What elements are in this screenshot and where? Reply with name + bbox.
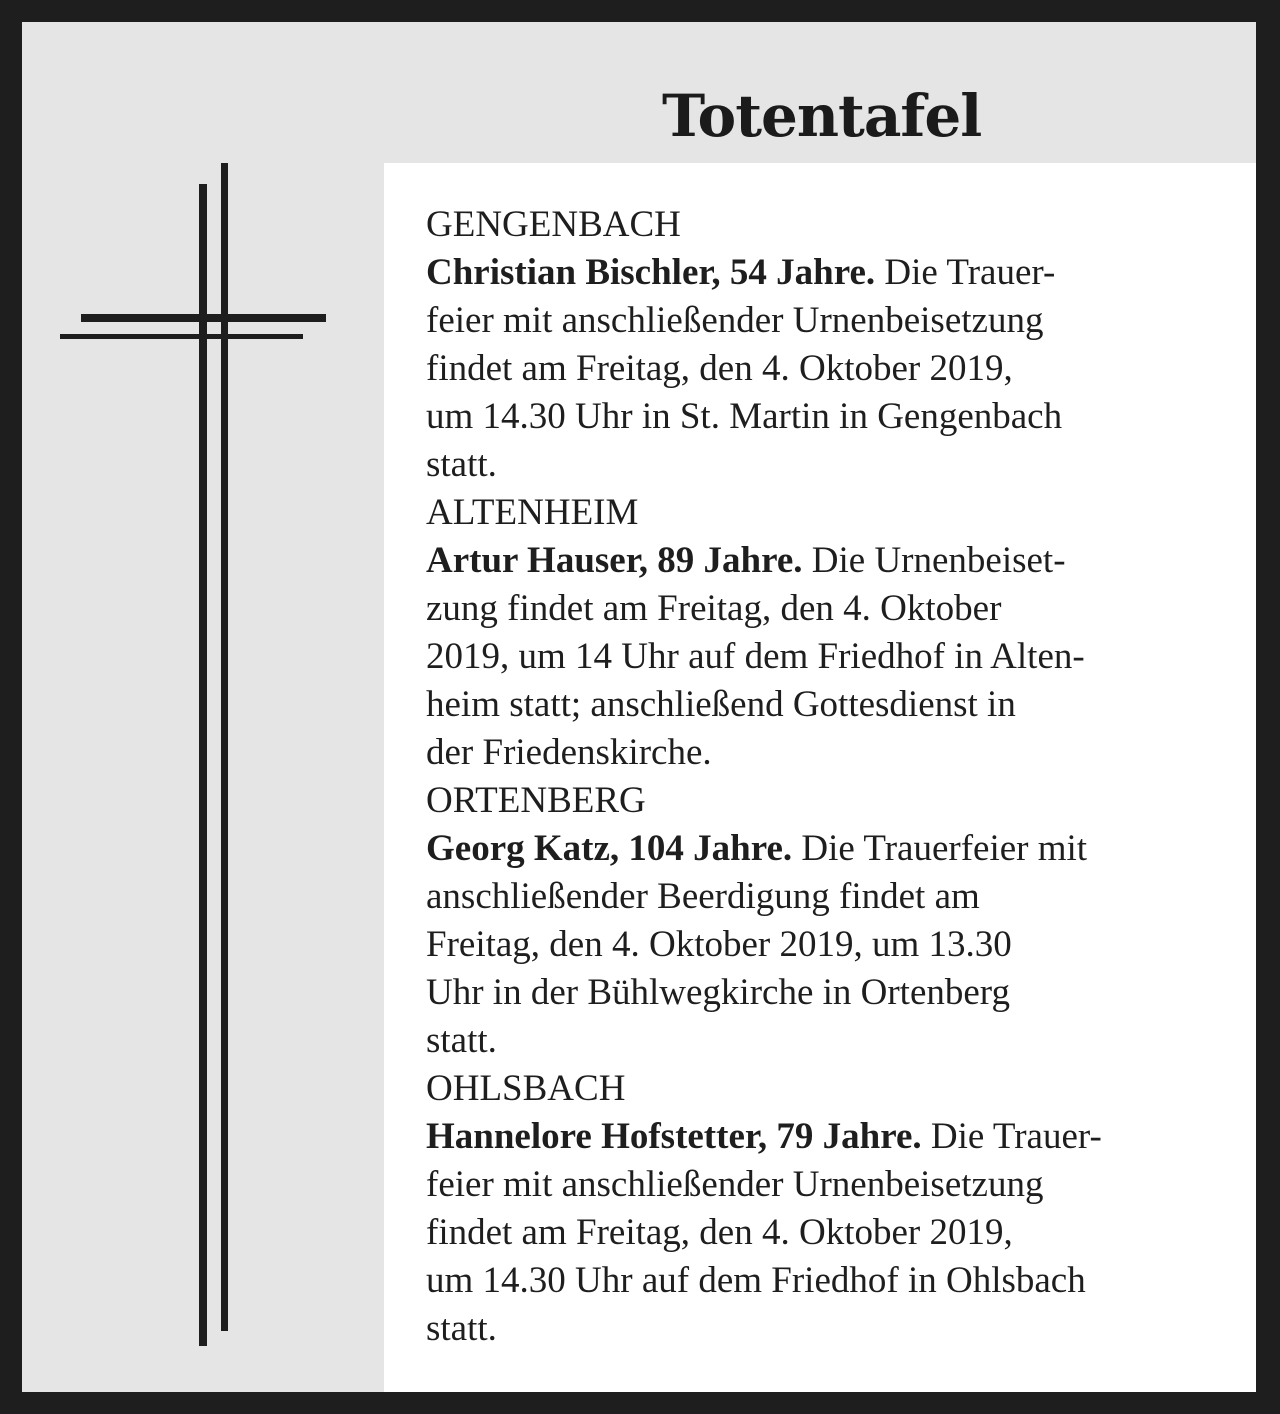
obituary-list	[384, 163, 1256, 1392]
obituary-text	[426, 825, 1216, 1065]
obituary-text	[426, 249, 1216, 489]
obituary-line: statt.	[426, 1020, 497, 1061]
cross-horizontal-bar-lower	[60, 334, 303, 339]
deceased-name: Georg Katz, 104 Jahre.	[426, 828, 793, 869]
obituary-line: zung findet am Freitag, den 4. Oktober	[426, 588, 1002, 629]
place-heading: GENGENBACH	[426, 204, 681, 245]
obituary-line: Die Urnenbeiset-	[802, 540, 1066, 581]
obituary-line: Uhr in der Bühlwegkirche in Ortenberg	[426, 972, 1010, 1013]
place-heading: OHLSBACH	[426, 1068, 626, 1109]
page-title: Totentafel	[662, 82, 982, 150]
obituary-entry	[426, 201, 1216, 489]
obituary-line: 2019, um 14 Uhr auf dem Friedhof in Alten-	[426, 636, 1085, 677]
place-heading: ALTENHEIM	[426, 492, 639, 533]
place-heading: ORTENBERG	[426, 780, 646, 821]
obituary-entry	[426, 489, 1216, 777]
obituary-line: feier mit anschließender Urnenbeisetzung	[426, 300, 1044, 341]
obituary-line: Die Trauerfeier mit	[792, 828, 1088, 869]
obituary-line: feier mit anschließender Urnenbeisetzung	[426, 1164, 1044, 1205]
obituary-line: anschließender Beerdigung findet am	[426, 876, 980, 917]
deceased-name: Artur Hauser, 89 Jahre.	[426, 540, 803, 581]
obituary-text	[426, 537, 1216, 777]
obituary-entry	[426, 777, 1216, 1065]
obituary-line: Die Trauer-	[875, 252, 1056, 293]
cross-icon	[22, 22, 352, 1362]
obituary-text	[426, 1113, 1216, 1353]
obituary-line: statt.	[426, 1308, 497, 1349]
obituary-line: findet am Freitag, den 4. Oktober 2019,	[426, 1212, 1013, 1253]
obituary-line: um 14.30 Uhr auf dem Friedhof in Ohlsbach	[426, 1260, 1086, 1301]
cross-vertical-bar-left	[199, 184, 207, 1346]
obituary-line: Freitag, den 4. Oktober 2019, um 13.30	[426, 924, 1012, 965]
obituary-line: statt.	[426, 444, 497, 485]
obituary-line: um 14.30 Uhr in St. Martin in Gengenbach	[426, 396, 1063, 437]
obituary-line: findet am Freitag, den 4. Oktober 2019,	[426, 348, 1013, 389]
obituary-line: Die Trauer-	[921, 1116, 1102, 1157]
deceased-name: Hannelore Hofstetter, 79 Jahre.	[426, 1116, 922, 1157]
obituary-line: heim statt; anschließend Gottesdienst in	[426, 684, 1016, 725]
obituary-entry	[426, 1065, 1216, 1353]
deceased-name: Christian Bischler, 54 Jahre.	[426, 252, 876, 293]
obituary-line: der Friedenskirche.	[426, 732, 712, 773]
cross-horizontal-bar-upper	[81, 314, 326, 322]
